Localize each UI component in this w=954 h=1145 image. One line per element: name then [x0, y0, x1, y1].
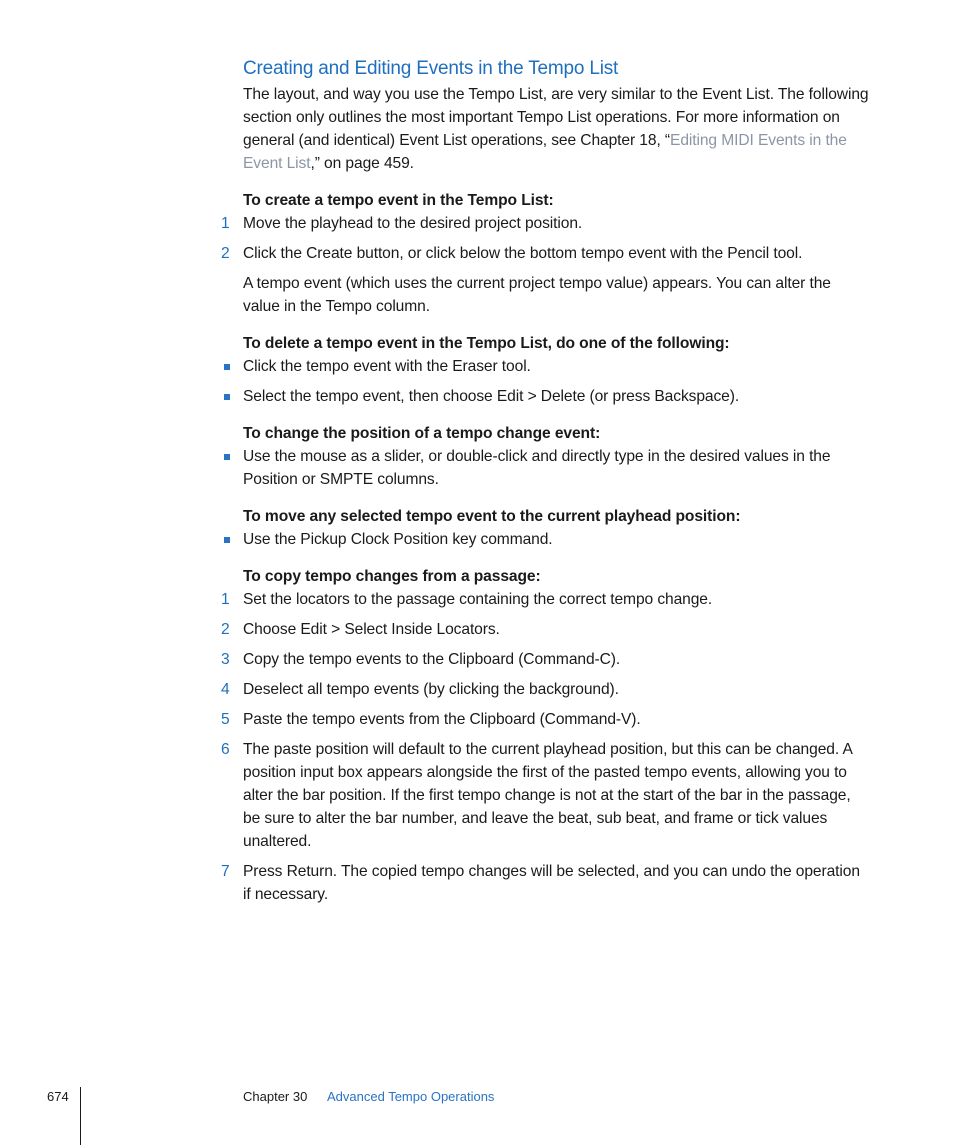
step-number: 7 — [221, 863, 230, 880]
step-number: 1 — [221, 591, 230, 608]
footer-chapter-title: Advanced Tempo Operations — [327, 1089, 495, 1104]
step-text: Set the locators to the passage containing the correct tempo change. — [243, 591, 713, 608]
step-text: Press Return. The copied tempo changes will be selected, and you can undo the operation if necessary. — [243, 863, 860, 903]
create-result-paragraph: A tempo event (which uses the current project tempo value) appears. You can alter the value in the Tempo column. — [243, 275, 831, 315]
move-selected-bullet-item — [243, 528, 871, 551]
step-text: Choose Edit > Select Inside Locators. — [243, 621, 500, 638]
step-text: Paste the tempo events from the Clipboard (Command-V). — [243, 711, 641, 728]
bullet-icon — [224, 454, 230, 460]
copy-step — [221, 738, 871, 853]
step-text: Deselect all tempo events (by clicking the background). — [243, 681, 619, 698]
step-text: Copy the tempo events to the Clipboard (Command-C). — [243, 651, 621, 668]
bullet-icon — [224, 537, 230, 543]
step-text: Move the playhead to the desired project position. — [243, 215, 583, 232]
cross-reference-link[interactable]: Editing MIDI Events in the Event List — [243, 132, 847, 172]
intro-paragraph — [243, 83, 871, 175]
step-text: Click the Create button, or click below the bottom tempo event with the Pencil tool. — [243, 245, 803, 262]
step-number: 1 — [221, 215, 230, 232]
intro-text: The layout, and way you use the Tempo List, are very similar to the Event List. The following section only outlines the most important Tempo List operations. For more information on general (and identical) Event List operations, see Chapter 18, “ — [243, 86, 869, 149]
procedure-title-copy: To copy tempo changes from a passage: — [243, 568, 541, 585]
create-step — [221, 212, 871, 235]
intro-text-end: ,” on page 459. — [310, 155, 414, 172]
bullet-icon — [224, 394, 230, 400]
bullet-text: Click the tempo event with the Eraser tool. — [243, 358, 531, 375]
copy-step — [221, 618, 871, 641]
copy-step — [221, 648, 871, 671]
delete-bullet-item — [243, 385, 871, 408]
copy-step — [221, 860, 871, 906]
create-step — [221, 242, 871, 265]
bullet-text: Use the Pickup Clock Position key command. — [243, 531, 553, 548]
delete-bullet-item — [243, 355, 871, 378]
page-number: 674 — [47, 1089, 69, 1104]
copy-step — [221, 678, 871, 701]
procedure-title-create: To create a tempo event in the Tempo List: — [243, 192, 554, 209]
step-text: The paste position will default to the current playhead position, but this can be changed. A position input box appears alongside the first of the pasted tempo events, allowing you to alter the bar position. If the first tempo change is not at the start of the bar in the passage, be sure to alter the bar number, and leave the beat, sub beat, and frame or tick values unaltered. — [243, 741, 852, 850]
footer-divider — [80, 1087, 81, 1145]
procedure-title-delete: To delete a tempo event in the Tempo List, do one of the following: — [243, 335, 730, 352]
procedure-title-move-selected: To move any selected tempo event to the current playhead position: — [243, 508, 741, 525]
section-heading: Creating and Editing Events in the Tempo List — [243, 58, 619, 79]
step-number: 4 — [221, 681, 230, 698]
step-number: 2 — [221, 621, 230, 638]
bullet-text: Select the tempo event, then choose Edit > Delete (or press Backspace). — [243, 388, 740, 405]
step-number: 5 — [221, 711, 230, 728]
bullet-icon — [224, 364, 230, 370]
copy-step — [221, 708, 871, 731]
copy-step — [221, 588, 871, 611]
bullet-text: Use the mouse as a slider, or double-click and directly type in the desired values in the Position or SMPTE columns. — [243, 448, 831, 488]
change-position-bullet-item — [243, 445, 871, 491]
step-number: 3 — [221, 651, 230, 668]
step-number: 6 — [221, 741, 230, 758]
footer-chapter-label: Chapter 30 — [243, 1089, 308, 1104]
procedure-title-change-position: To change the position of a tempo change event: — [243, 425, 601, 442]
step-number: 2 — [221, 245, 230, 262]
